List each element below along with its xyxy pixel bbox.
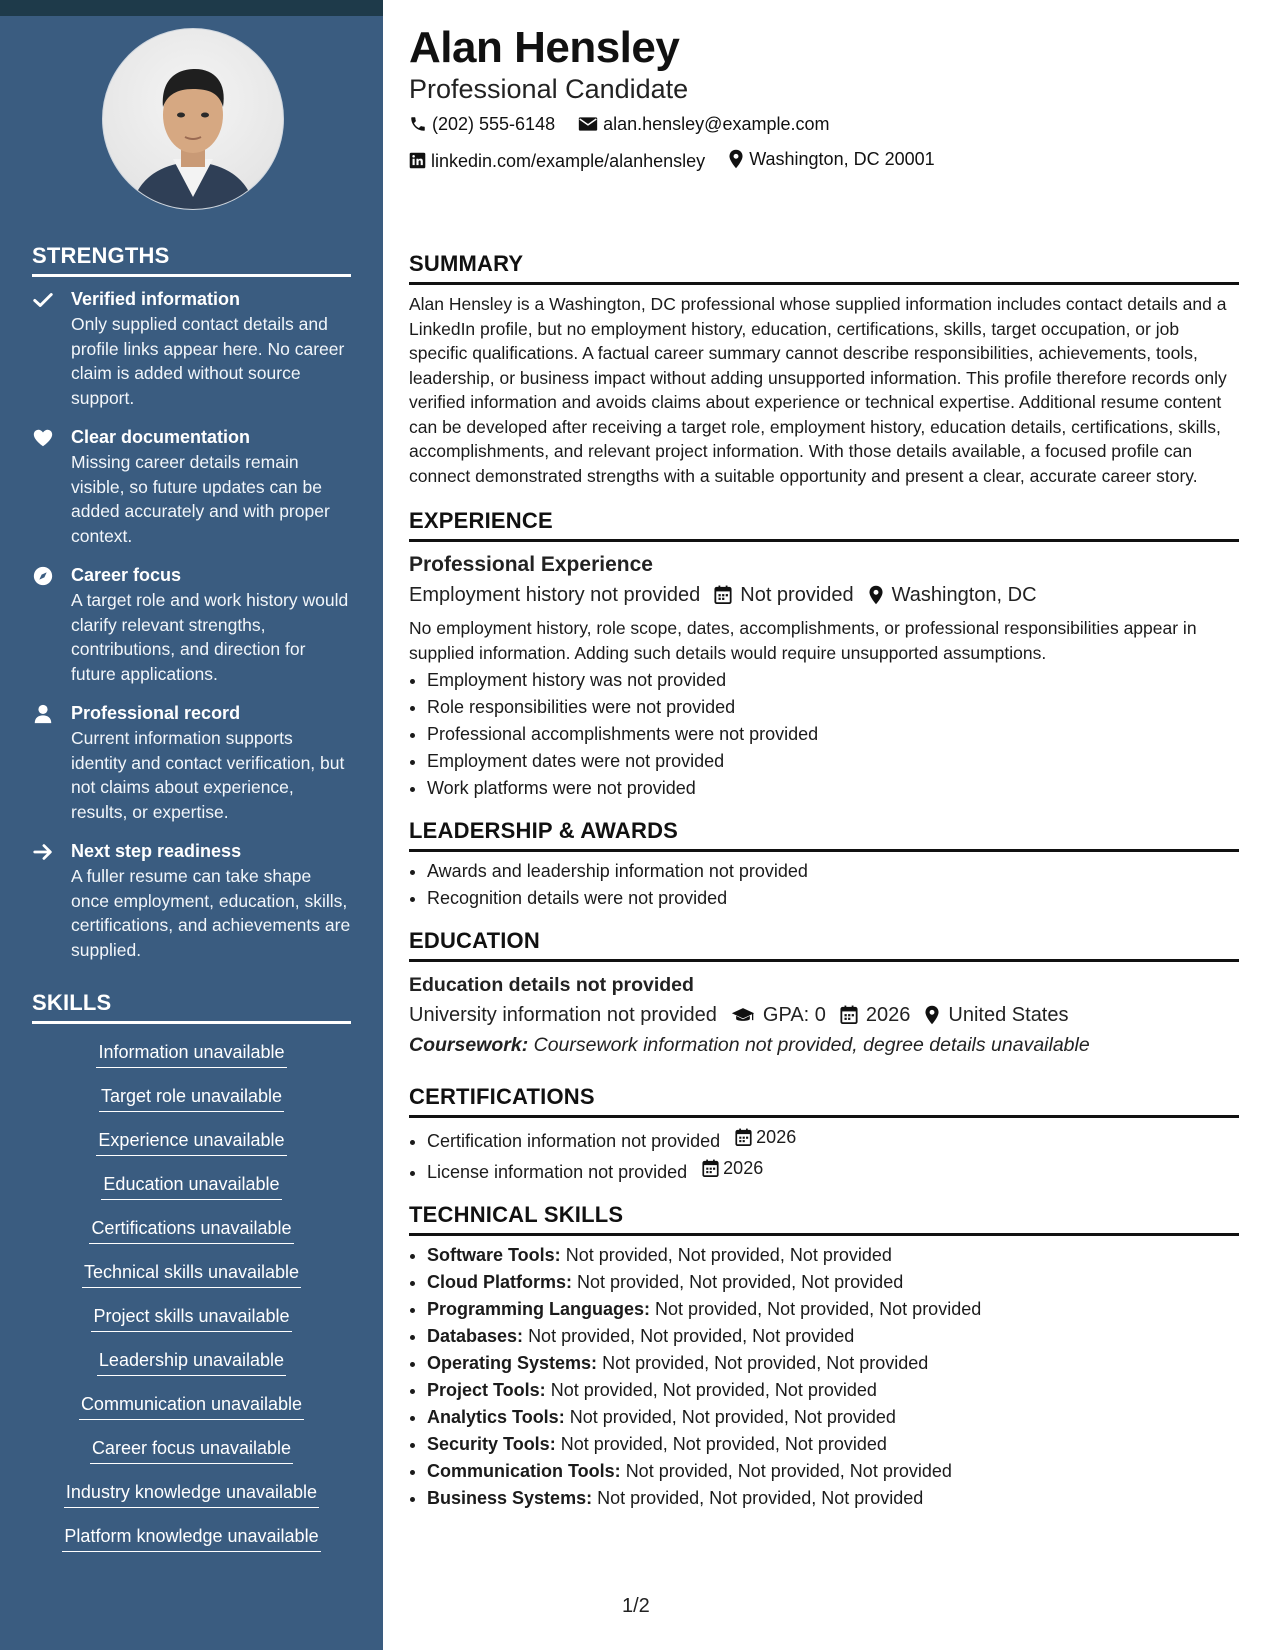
- strength-title: Professional record: [71, 703, 241, 723]
- calendar-icon: [840, 1005, 858, 1025]
- skill-tag: Experience unavailable: [96, 1127, 286, 1156]
- skill-label: Programming Languages:: [427, 1299, 651, 1319]
- phone-text: (202) 555-6148: [432, 114, 556, 134]
- map-pin-icon: [728, 149, 744, 169]
- school-name: University information not provided: [409, 1004, 717, 1026]
- strength-description: Missing career details remain visible, so future updates can be added accurately and with proper context.: [71, 452, 330, 546]
- list-item: [427, 1377, 1239, 1404]
- list-item: • Recognition details were not provided: [427, 885, 1239, 912]
- skills-heading: SKILLS: [32, 990, 351, 1024]
- education-location: [924, 1000, 1068, 1030]
- skill-label: Communication Tools:: [427, 1461, 621, 1481]
- contact-phone[interactable]: [409, 108, 555, 140]
- skill-label: Security Tools:: [427, 1434, 556, 1454]
- education-gpa: [731, 1000, 826, 1030]
- experience-bullets: [409, 667, 1239, 802]
- skill-tag: Leadership unavailable: [97, 1347, 286, 1376]
- user-icon: [32, 703, 54, 725]
- skill-value: Not provided, Not provided, Not provided: [528, 1326, 855, 1346]
- skill-tag: Career focus unavailable: [90, 1435, 293, 1464]
- certification-name: Certification information not provided: [427, 1131, 721, 1151]
- job-location: [868, 580, 1037, 610]
- contact-linkedin[interactable]: [409, 145, 705, 177]
- list-item: [427, 1155, 1239, 1186]
- skill-tag: Education unavailable: [101, 1171, 281, 1200]
- list-item: • Employment dates were not provided: [427, 748, 1239, 775]
- contact-info: [409, 108, 1239, 179]
- envelope-icon: [578, 115, 598, 133]
- skill-label: Operating Systems:: [427, 1353, 598, 1373]
- leadership-bullets: [409, 858, 1239, 912]
- contact-email[interactable]: [578, 108, 829, 140]
- strengths-list: [32, 287, 352, 977]
- list-item: [427, 1404, 1239, 1431]
- sidebar-top-bar: [0, 0, 383, 16]
- list-item: • Professional accomplishments were not provided: [427, 721, 1239, 748]
- list-item: [427, 1242, 1239, 1269]
- technical-skills-list: [409, 1242, 1239, 1512]
- strength-item: [32, 425, 352, 548]
- job-dates: [714, 580, 853, 610]
- strength-title: Next step readiness: [71, 841, 242, 861]
- job-location-text: Washington, DC: [891, 584, 1037, 606]
- skill-tag: Target role unavailable: [99, 1083, 284, 1112]
- skill-label: Analytics Tools:: [427, 1407, 565, 1427]
- list-item: [427, 1485, 1239, 1512]
- skill-tag: Project skills unavailable: [91, 1303, 291, 1332]
- certification-year-text: 2026: [756, 1127, 797, 1147]
- phone-icon: [409, 115, 427, 133]
- skill-value: Not provided, Not provided, Not provided: [577, 1272, 904, 1292]
- strength-description: Current information supports identity and contact verification, but not claims about experience, results, or expertise.: [71, 728, 345, 822]
- certifications-heading: CERTIFICATIONS: [409, 1082, 1239, 1118]
- certification-name: License information not provided: [427, 1162, 688, 1182]
- strength-title: Career focus: [71, 565, 182, 585]
- map-pin-icon: [868, 585, 884, 605]
- skills-list: [32, 1039, 351, 1567]
- skill-tag: Industry knowledge unavailable: [64, 1479, 319, 1508]
- certification-year-text: 2026: [723, 1158, 764, 1178]
- leadership-section: [409, 816, 1239, 912]
- list-item: [427, 1269, 1239, 1296]
- summary-heading: SUMMARY: [409, 249, 1239, 285]
- strength-description: A target role and work history would clarify relevant strengths, contributions, and direction for future applications.: [71, 590, 349, 684]
- list-item: [427, 1323, 1239, 1350]
- sidebar: [0, 0, 383, 1650]
- education-section: [409, 926, 1239, 1060]
- certifications-section: [409, 1082, 1239, 1186]
- skill-tag: Information unavailable: [96, 1039, 286, 1068]
- skill-value: Not provided, Not provided, Not provided: [602, 1353, 929, 1373]
- email-text: alan.hensley@example.com: [603, 114, 830, 134]
- summary-text: Alan Hensley is a Washington, DC professional whose supplied information includes contact details and a LinkedIn profile, but no employment history, education, certifications, skills, target occupation, or job specific qualifications. A factual career summary cannot describe responsibilities, achievements, tools, leadership, or business impact without adding unsupported information. This profile therefore records only verified information and avoids claims about experience or technical expertise. Additional resume content can be developed after receiving a target role, employment history, education details, certifications, skills, accomplishments, and relevant project information. With those details available, a focused profile can connect demonstrated strengths with a suitable opportunity and present a clear, accurate career story.: [409, 294, 1227, 486]
- skill-tag: Technical skills unavailable: [82, 1259, 301, 1288]
- candidate-title: Professional Candidate: [409, 74, 689, 104]
- job-meta: [409, 580, 1239, 610]
- heart-icon: [32, 427, 54, 449]
- strength-item: [32, 287, 352, 410]
- strength-item: [32, 839, 352, 962]
- linkedin-text: linkedin.com/example/alanhensley: [431, 150, 706, 171]
- strength-description: A fuller resume can take shape once employment, education, skills, certifications, and achievements are supplied.: [71, 866, 351, 960]
- profile-photo-icon: [103, 29, 283, 209]
- leadership-heading: LEADERSHIP & AWARDS: [409, 816, 1239, 852]
- company-name: Employment history not provided: [409, 584, 701, 606]
- linkedin-icon: [409, 152, 426, 169]
- list-item: [427, 1458, 1239, 1485]
- gpa-text: GPA: 0: [762, 1004, 826, 1026]
- list-item: • Role responsibilities were not provided: [427, 694, 1239, 721]
- list-item: • Awards and leadership information not provided: [427, 858, 1239, 885]
- list-item: [427, 1296, 1239, 1323]
- skill-value: Not provided, Not provided, Not provided: [565, 1245, 892, 1265]
- list-item: [427, 1124, 1239, 1155]
- location-text: Washington, DC 20001: [749, 149, 935, 169]
- skill-label: Databases:: [427, 1326, 524, 1346]
- arrow-right-icon: [32, 841, 54, 863]
- list-item: • Employment history was not provided: [427, 667, 1239, 694]
- education-heading: EDUCATION: [409, 926, 1239, 962]
- calendar-icon: [702, 1159, 719, 1178]
- page-number: 1/2: [622, 1595, 650, 1617]
- skill-label: Business Systems:: [427, 1488, 593, 1508]
- skill-label: Project Tools:: [427, 1380, 546, 1400]
- education-location-text: United States: [948, 1004, 1069, 1026]
- job-description: No employment history, role scope, dates, accomplishments, or professional responsibilities appear in supplied information. Adding such details would require unsupported assumptions.: [409, 618, 1197, 663]
- skill-value: Not provided, Not provided, Not provided: [625, 1461, 952, 1481]
- summary-section: [409, 249, 1239, 488]
- strength-title: Verified information: [71, 289, 241, 309]
- certifications-list: [409, 1124, 1239, 1186]
- skill-value: Not provided, Not provided, Not provided: [560, 1434, 887, 1454]
- graduation-cap-icon: [731, 1006, 755, 1024]
- skill-value: Not provided, Not provided, Not provided: [655, 1299, 982, 1319]
- strengths-heading: STRENGTHS: [32, 243, 351, 277]
- compass-icon: [32, 565, 54, 587]
- calendar-icon: [735, 1128, 752, 1147]
- list-item: • Work platforms were not provided: [427, 775, 1239, 802]
- education-meta: [409, 1000, 1239, 1030]
- calendar-icon: [714, 585, 732, 605]
- coursework: [409, 1030, 1239, 1060]
- avatar: [102, 28, 284, 210]
- list-item: [427, 1350, 1239, 1377]
- certification-year: [702, 1155, 763, 1182]
- degree-title: Education details not provided: [409, 974, 694, 996]
- strength-description: Only supplied contact details and profile links appear here. No career claim is added without source support.: [71, 314, 345, 408]
- coursework-label: Coursework:: [409, 1034, 529, 1056]
- experience-section: [409, 506, 1239, 802]
- year-text: 2026: [865, 1004, 911, 1026]
- strength-item: [32, 701, 352, 824]
- coursework-text: Coursework information not provided, degree details unavailable: [533, 1034, 1090, 1056]
- skill-label: Software Tools:: [427, 1245, 561, 1265]
- contact-location: [728, 143, 934, 175]
- education-year: [840, 1000, 911, 1030]
- skill-tag: Platform knowledge unavailable: [62, 1523, 320, 1552]
- candidate-name: Alan Hensley: [409, 23, 680, 72]
- map-pin-icon: [924, 1005, 940, 1025]
- technical-skills-section: [409, 1200, 1239, 1512]
- skill-tag: Certifications unavailable: [89, 1215, 293, 1244]
- list-item: [427, 1431, 1239, 1458]
- skill-value: Not provided, Not provided, Not provided: [597, 1488, 924, 1508]
- experience-heading: EXPERIENCE: [409, 506, 1239, 542]
- strength-item: [32, 563, 352, 686]
- job-title: Professional Experience: [409, 553, 653, 576]
- technical-skills-heading: TECHNICAL SKILLS: [409, 1200, 1239, 1236]
- skill-value: Not provided, Not provided, Not provided: [550, 1380, 877, 1400]
- check-icon: [32, 289, 54, 311]
- certification-year: [735, 1124, 796, 1151]
- skill-value: Not provided, Not provided, Not provided: [569, 1407, 896, 1427]
- skill-label: Cloud Platforms:: [427, 1272, 573, 1292]
- job-dates-text: Not provided: [740, 584, 854, 606]
- main-content: [409, 22, 1239, 1512]
- skill-tag: Communication unavailable: [79, 1391, 304, 1420]
- strength-title: Clear documentation: [71, 427, 251, 447]
